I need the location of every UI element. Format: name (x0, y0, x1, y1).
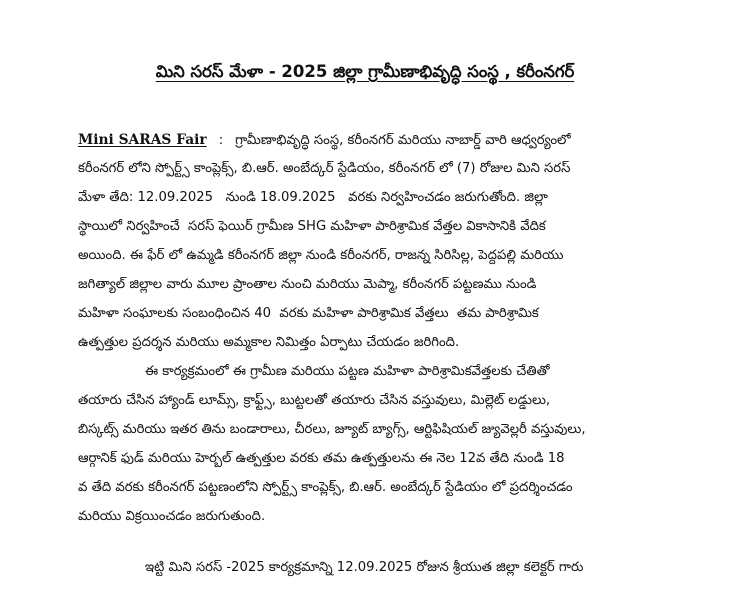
paragraph-3-line-1: ఇట్టి మిని సరస్ -2025 కార్యక్రమాన్ని 12.09.2025 రోజున శ్రీయుత జిల్లా కలెక్టర్ గారు (145, 560, 584, 575)
paragraph-1-line-1 (78, 131, 571, 149)
paragraph-2-line-2: తయారు చేసిన హ్యాండ్ లూమ్స్, క్రాఫ్ట్స్, బుట్టలతో తయారు చేసిన వస్తువులు, మిల్లెట్ లడ్డులు, (78, 393, 551, 408)
paragraph-1-line-2: కరీంనగర్ లోని స్పోర్ట్స్ కాంప్లెక్స్, బి.ఆర్. అంబేద్కర్ స్టేడియం, కరీంనగర్ లో (7) రోజుల మిని సరస్ (78, 161, 571, 176)
paragraph-1-text-1: గ్రామీణాభివృద్ధి సంస్థ, కరీంనగర్ మరియు నాబార్డ్ వారి ఆధ్వర్యంలో (235, 133, 571, 148)
paragraph-1-line-3: మేళా తేది: 12.09.2025 నుండి 18.09.2025 వరకు నిర్వహించడం జరుగుతోంది. జిల్లా (78, 190, 548, 205)
paragraph-1-line-6: జగిత్యాల్ జిల్లాల వారు మూల ప్రాంతాల నుంచి మరియు మెప్మా, కరీంనగర్ పట్టణము నుండి (78, 277, 537, 292)
lead-label: Mini SARAS Fair (78, 132, 207, 148)
paragraph-2-line-4: ఆర్గానిక్ ఫుడ్ మరియు హెర్బల్ ఉత్పత్తుల వరకు తమ ఉత్పత్తులను ఈ నెల 12వ తేది నుండి 18 (78, 451, 565, 466)
paragraph-1-line-7: మహిళా సంఘాలకు సంబంధించిన 40 వరకు మహిళా పారిశ్రామిక వేత్తలు తమ పారిశ్రామిక (78, 306, 539, 321)
document-body (78, 131, 678, 591)
paragraph-2-line-1: ఈ కార్యక్రమంలో ఈ గ్రామీణ మరియు పట్టణ మహిళా పారిశ్రామికవేత్తలకు చేతితో (145, 364, 550, 379)
paragraph-1-line-8: ఉత్పత్తుల ప్రదర్శన మరియు అమ్మకాల నిమిత్తం ఏర్పాటు చేయడం జరిగింది. (78, 335, 460, 350)
paragraph-2-line-6: మరియు విక్రయించడం జరుగుతుంది. (78, 509, 266, 524)
document-title: మిని సరస్ మేళా - 2025 జిల్లా గ్రామీణాభివృద్ధి సంస్థ , కరీంనగర్ (155, 62, 575, 81)
paragraph-1-line-5: అయింది. ఈ ఫేర్ లో ఉమ్మడి కరీంనగర్ జిల్లా నుండి కరీంనగర్, రాజన్న సిరిసిల్ల, పెద్దపల్లి మరియు (78, 248, 564, 263)
paragraph-1-line-4: స్థాయిలో నిర్వహించే సరస్ ఫెయిర్ గ్రామీణ SHG మహిళా పారిశ్రామిక వేత్తల వికాసానికి వేదిక (78, 219, 546, 234)
paragraph-2-line-5: వ తేది వరకు కరీంనగర్ పట్టణంలోని స్పోర్ట్స్ కాంప్లెక్స్, బి.ఆర్. అంబేద్కర్ స్టేడియం లో ప్రదర్శించడం (78, 480, 573, 495)
lead-separator: : (218, 133, 224, 148)
paragraph-2-line-3: బిస్కట్స్ మరియు ఇతర తిను బండారాలు, చీరలు, జ్యూట్ బ్యాగ్స్, ఆర్టిఫిషియల్ జ్యువెల్లరీ వస్తువులు, (78, 422, 586, 437)
